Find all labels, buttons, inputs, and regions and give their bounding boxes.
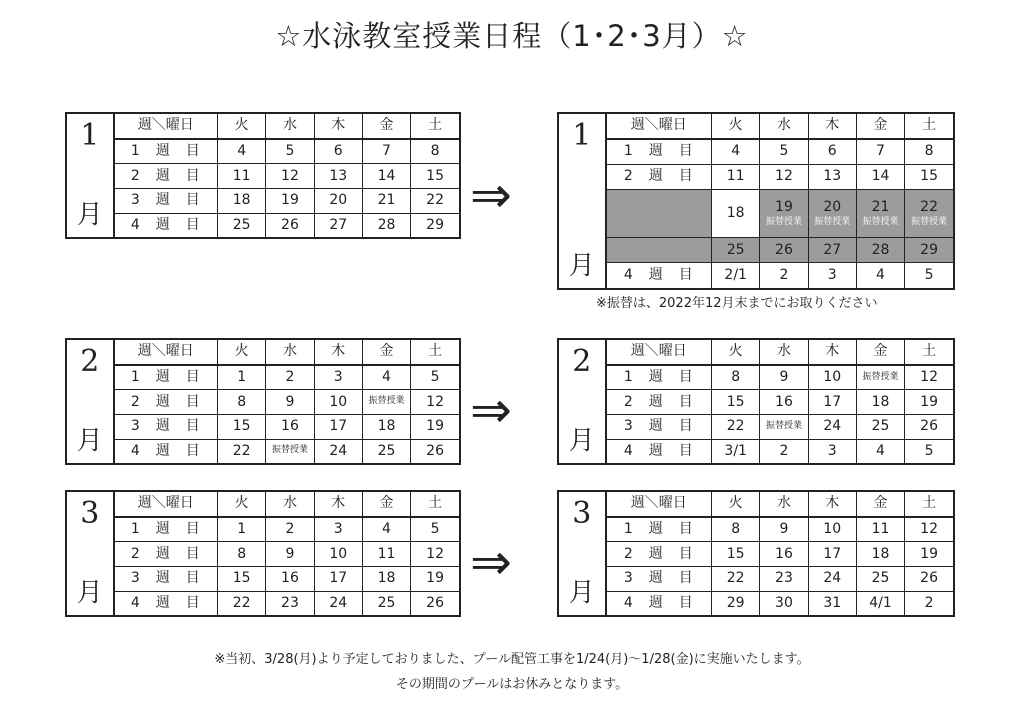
day-cell: 3/1: [712, 439, 760, 463]
header-cell: 水: [760, 340, 808, 365]
day-cell: 16: [266, 415, 314, 440]
month-kanji: 月: [76, 578, 103, 608]
day-cell-makeup: 振替授業: [760, 415, 808, 440]
header-cell: 土: [905, 492, 953, 517]
day-cell: 25: [856, 567, 904, 592]
week-label: 1 週 目: [115, 139, 218, 164]
day-cell: 3: [314, 517, 362, 542]
day-cell: 10: [314, 542, 362, 567]
week-row: [115, 517, 459, 542]
day-cell-makeup: 22 振替授業: [905, 189, 953, 237]
day-cell: 5: [760, 139, 808, 164]
day-cell: 18: [362, 567, 410, 592]
header-cell: 土: [905, 114, 953, 139]
week-row: [115, 139, 459, 164]
day-cell: 15: [905, 164, 953, 189]
day-cell: 10: [808, 517, 856, 542]
day-cell-makeup: 21 振替授業: [856, 189, 904, 237]
month-kanji: 月: [76, 426, 103, 456]
day-cell: 22: [218, 439, 266, 463]
week-row: [607, 439, 953, 463]
day-cell: 1: [218, 517, 266, 542]
month-number: 3: [572, 496, 592, 531]
header-row: [115, 492, 459, 517]
day-cell: 21: [362, 189, 410, 214]
header-cell: 土: [905, 340, 953, 365]
week-row: [115, 164, 459, 189]
day-cell: 24: [808, 415, 856, 440]
week-label: 4 週 目: [115, 591, 218, 615]
header-cell: 木: [314, 114, 362, 139]
day-cell: 12: [411, 542, 459, 567]
calendar-february-before: [65, 338, 461, 465]
month-label: [559, 492, 607, 615]
day-cell: 27: [314, 213, 362, 237]
day-cell: 11: [712, 164, 760, 189]
week-row: [607, 591, 953, 615]
week-label: 2 週 目: [115, 542, 218, 567]
week-row-closed: [607, 189, 953, 237]
header-cell: 木: [314, 340, 362, 365]
day-cell: 17: [314, 415, 362, 440]
day-cell-makeup: 振替授業: [266, 439, 314, 463]
day-cell: 24: [314, 439, 362, 463]
day-cell: 26: [411, 439, 459, 463]
week-label: 1 週 目: [607, 517, 712, 542]
week-label: 1 週 目: [607, 139, 712, 164]
day-cell: 19: [266, 189, 314, 214]
header-row: [607, 492, 953, 517]
day-cell: 15: [218, 415, 266, 440]
calendar-january-before: [65, 112, 461, 239]
footer-note-line1: ※当初、3/28(月)より予定しておりました、プール配管工事を1/24(月)～1/28(金)に実施いたします。: [214, 652, 810, 667]
header-cell: 木: [314, 492, 362, 517]
day-cell: 14: [856, 164, 904, 189]
right-arrow-icon: ⇒: [470, 381, 512, 439]
month-number: 2: [80, 344, 100, 379]
header-cell: 水: [266, 492, 314, 517]
day-cell: 29: [905, 238, 953, 263]
day-cell: 12: [760, 164, 808, 189]
day-cell: 11: [856, 517, 904, 542]
day-cell: 9: [266, 390, 314, 415]
header-row: [607, 114, 953, 139]
day-cell: 8: [411, 139, 459, 164]
header-cell: 金: [856, 492, 904, 517]
day-cell: 27: [808, 238, 856, 263]
header-cell: 週＼曜日: [115, 114, 218, 139]
week-label: 4 週 目: [607, 439, 712, 463]
week-row: [115, 591, 459, 615]
day-cell: 17: [808, 542, 856, 567]
calendar-february-after: [557, 338, 955, 465]
day-cell: 16: [760, 542, 808, 567]
day-cell: 16: [266, 567, 314, 592]
day-cell: 15: [218, 567, 266, 592]
closed-cell: [607, 238, 712, 263]
day-cell: 25: [362, 591, 410, 615]
day-cell: 4: [362, 365, 410, 390]
day-cell: 26: [905, 415, 953, 440]
week-label: 4 週 目: [607, 591, 712, 615]
closed-cell: [607, 189, 712, 237]
day-cell: 2/1: [712, 263, 760, 288]
day-cell: 5: [411, 365, 459, 390]
day-cell: 19: [905, 390, 953, 415]
day-cell: 24: [808, 567, 856, 592]
week-row: [115, 213, 459, 237]
week-row: [607, 365, 953, 390]
day-cell: 8: [712, 365, 760, 390]
day-cell: 12: [411, 390, 459, 415]
footer-note-line2: その期間のプールはお休みとなります。: [395, 677, 629, 692]
day-cell: 9: [760, 517, 808, 542]
header-cell: 水: [266, 114, 314, 139]
day-cell: 28: [856, 238, 904, 263]
header-cell: 火: [218, 492, 266, 517]
week-label: 2 週 目: [607, 164, 712, 189]
week-label: 2 週 目: [115, 390, 218, 415]
day-cell: 28: [362, 213, 410, 237]
week-row-closed: [607, 238, 953, 263]
day-cell-makeup: 振替授業: [362, 390, 410, 415]
week-label: 2 週 目: [607, 542, 712, 567]
week-row: [607, 517, 953, 542]
header-cell: 火: [712, 340, 760, 365]
day-cell: 11: [362, 542, 410, 567]
week-label: 2 週 目: [607, 390, 712, 415]
month-number: 1: [80, 118, 100, 153]
day-cell: 1: [218, 365, 266, 390]
header-cell: 金: [362, 114, 410, 139]
header-cell: 木: [808, 114, 856, 139]
day-cell: 18: [362, 415, 410, 440]
day-cell: 12: [266, 164, 314, 189]
week-row: [115, 390, 459, 415]
day-cell: 8: [905, 139, 953, 164]
day-cell: 2: [760, 439, 808, 463]
calendar-january-after: [557, 112, 955, 290]
day-cell: 10: [314, 390, 362, 415]
day-cell: 26: [266, 213, 314, 237]
day-cell: 31: [808, 591, 856, 615]
day-cell: 7: [856, 139, 904, 164]
week-row: [115, 415, 459, 440]
day-cell: 18: [856, 390, 904, 415]
day-cell: 25: [362, 439, 410, 463]
day-cell: 22: [218, 591, 266, 615]
day-cell: 8: [712, 517, 760, 542]
day-cell: 13: [314, 164, 362, 189]
header-cell: 金: [856, 114, 904, 139]
calendar-march-before: [65, 490, 461, 617]
day-cell: 4: [712, 139, 760, 164]
header-row: [607, 340, 953, 365]
day-cell: 4/1: [856, 591, 904, 615]
day-cell: 11: [218, 164, 266, 189]
header-cell: 週＼曜日: [607, 114, 712, 139]
month-number: 2: [572, 344, 592, 379]
day-cell: 2: [266, 365, 314, 390]
week-label: 3 週 目: [607, 567, 712, 592]
day-cell: 14: [362, 164, 410, 189]
day-cell-makeup: 振替授業: [856, 365, 904, 390]
week-row: [607, 139, 953, 164]
day-cell: 17: [314, 567, 362, 592]
day-cell: 19: [411, 567, 459, 592]
day-cell: 9: [760, 365, 808, 390]
week-label: 1 週 目: [115, 365, 218, 390]
day-cell: 22: [712, 567, 760, 592]
day-cell: 9: [266, 542, 314, 567]
week-label: 2 週 目: [115, 164, 218, 189]
week-row: [607, 390, 953, 415]
day-cell-makeup: 20 振替授業: [808, 189, 856, 237]
day-cell: 6: [314, 139, 362, 164]
day-cell: 26: [905, 567, 953, 592]
day-cell: 6: [808, 139, 856, 164]
header-cell: 土: [411, 340, 459, 365]
header-cell: 木: [808, 340, 856, 365]
calendar-march-after: [557, 490, 955, 617]
day-cell: 18: [218, 189, 266, 214]
day-cell: 26: [760, 238, 808, 263]
header-cell: 火: [712, 114, 760, 139]
right-arrow-icon: ⇒: [470, 166, 512, 224]
day-cell: 4: [856, 263, 904, 288]
week-row: [115, 567, 459, 592]
day-cell: 17: [808, 390, 856, 415]
day-cell: 4: [856, 439, 904, 463]
month-kanji: 月: [568, 426, 595, 456]
day-cell: 16: [760, 390, 808, 415]
day-cell: 5: [905, 439, 953, 463]
day-cell: 12: [905, 517, 953, 542]
day-cell: 15: [411, 164, 459, 189]
day-cell: 8: [218, 542, 266, 567]
header-cell: 水: [760, 114, 808, 139]
week-label: 1 週 目: [607, 365, 712, 390]
day-cell: 25: [712, 238, 760, 263]
week-row: [607, 415, 953, 440]
day-cell: 25: [856, 415, 904, 440]
header-cell: 週＼曜日: [115, 492, 218, 517]
week-row: [115, 439, 459, 463]
day-cell-makeup: 19 振替授業: [760, 189, 808, 237]
month-kanji: 月: [568, 251, 595, 281]
header-cell: 週＼曜日: [607, 340, 712, 365]
day-cell: 19: [905, 542, 953, 567]
header-cell: 火: [218, 340, 266, 365]
month-label: [559, 114, 607, 288]
header-cell: 火: [712, 492, 760, 517]
header-cell: 金: [856, 340, 904, 365]
week-label: 3 週 目: [115, 415, 218, 440]
day-cell: 25: [218, 213, 266, 237]
day-cell: 22: [712, 415, 760, 440]
week-label: 3 週 目: [115, 567, 218, 592]
week-label: 4 週 目: [115, 439, 218, 463]
header-cell: 火: [218, 114, 266, 139]
week-label: 1 週 目: [115, 517, 218, 542]
week-row: [115, 365, 459, 390]
month-label: [67, 114, 115, 237]
day-cell: 10: [808, 365, 856, 390]
header-cell: 週＼曜日: [115, 340, 218, 365]
header-cell: 土: [411, 114, 459, 139]
day-cell: 3: [314, 365, 362, 390]
day-cell: 13: [808, 164, 856, 189]
day-cell: 5: [411, 517, 459, 542]
header-cell: 週＼曜日: [607, 492, 712, 517]
week-label: 4 週 目: [115, 213, 218, 237]
day-cell: 15: [712, 542, 760, 567]
day-cell: 4: [362, 517, 410, 542]
week-row: [607, 263, 953, 288]
header-cell: 水: [760, 492, 808, 517]
day-cell: 29: [411, 213, 459, 237]
makeup-deadline-note: ※振替は、2022年12月末までにお取りください: [596, 296, 878, 311]
week-label: 4 週 目: [607, 263, 712, 288]
day-cell: 3: [808, 263, 856, 288]
month-kanji: 月: [76, 200, 103, 230]
header-row: [115, 114, 459, 139]
header-cell: 土: [411, 492, 459, 517]
day-cell: 7: [362, 139, 410, 164]
week-row: [607, 164, 953, 189]
day-cell: 18: [856, 542, 904, 567]
header-cell: 金: [362, 340, 410, 365]
day-cell: 8: [218, 390, 266, 415]
week-label: 3 週 目: [115, 189, 218, 214]
day-cell: 29: [712, 591, 760, 615]
header-cell: 水: [266, 340, 314, 365]
month-label: [67, 492, 115, 615]
day-cell: 18: [712, 189, 760, 237]
day-cell: 30: [760, 591, 808, 615]
week-row: [607, 542, 953, 567]
day-cell: 2: [905, 591, 953, 615]
day-cell: 23: [760, 567, 808, 592]
day-cell: 2: [266, 517, 314, 542]
day-cell: 4: [218, 139, 266, 164]
day-cell: 19: [411, 415, 459, 440]
day-cell: 2: [760, 263, 808, 288]
day-cell: 23: [266, 591, 314, 615]
header-cell: 金: [362, 492, 410, 517]
header-cell: 木: [808, 492, 856, 517]
day-cell: 12: [905, 365, 953, 390]
day-cell: 26: [411, 591, 459, 615]
day-cell: 22: [411, 189, 459, 214]
week-row: [607, 567, 953, 592]
week-row: [115, 189, 459, 214]
day-cell: 15: [712, 390, 760, 415]
day-cell: 24: [314, 591, 362, 615]
header-row: [115, 340, 459, 365]
day-cell: 20: [314, 189, 362, 214]
month-kanji: 月: [568, 578, 595, 608]
page-title: ☆水泳教室授業日程（1･2･3月）☆: [275, 19, 749, 53]
day-cell: 5: [905, 263, 953, 288]
week-row: [115, 542, 459, 567]
right-arrow-icon: ⇒: [470, 533, 512, 591]
week-label: 3 週 目: [607, 415, 712, 440]
day-cell: 3: [808, 439, 856, 463]
month-number: 3: [80, 496, 100, 531]
month-label: [559, 340, 607, 463]
day-cell: 5: [266, 139, 314, 164]
month-label: [67, 340, 115, 463]
month-number: 1: [572, 118, 592, 153]
